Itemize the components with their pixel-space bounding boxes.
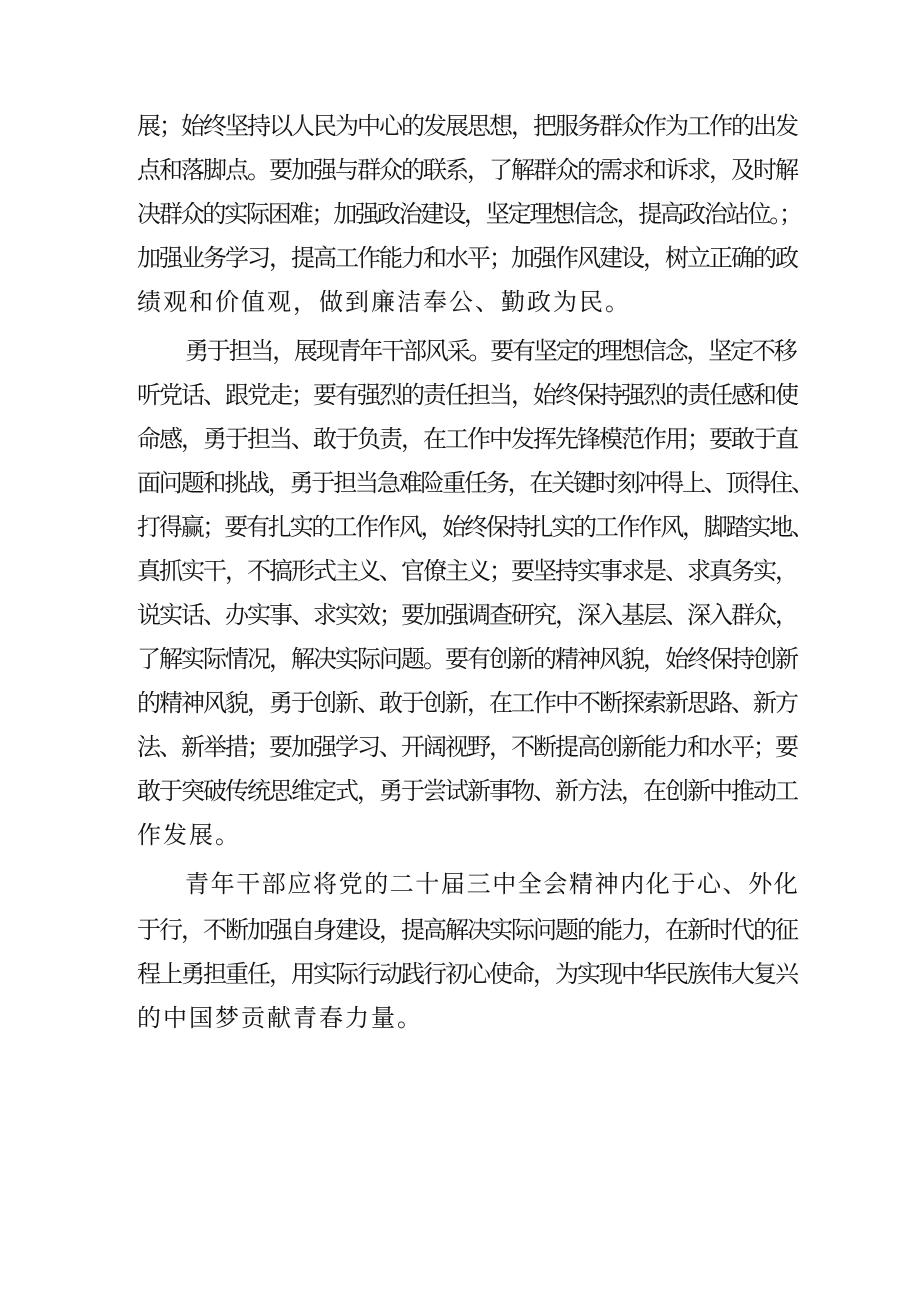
text-line: 的精神风貌，勇于创新、敢于创新，在工作中不断探索新思路、新方: [137, 689, 797, 717]
text-line: 展；始终坚持以人民为中心的发展思想，把服务群众作为工作的出发: [137, 112, 797, 140]
text-line: 决群众的实际困难；加强政治建设，坚定理想信念，提高政治站位。；: [137, 200, 801, 228]
text-line: 绩观和价值观，做到廉洁奉公、勤政为民。: [137, 288, 631, 316]
text-line: 面问题和挑战，勇于担当急难险重任务，在关键时刻冲得上、顶得住、: [137, 469, 813, 497]
text-line: 打得赢；要有扎实的工作作风，始终保持扎实的工作作风，脚踏实地、: [137, 513, 813, 541]
text-line: 听党话、跟党走；要有强烈的责任担当，始终保持强烈的责任感和使: [137, 381, 797, 409]
text-line: 点和落脚点。要加强与群众的联系，了解群众的需求和诉求，及时解: [137, 156, 797, 184]
text-line: 说实话、办实事、求实效；要加强调查研究，深入基层、深入群众，: [137, 601, 797, 629]
text-line: 加强业务学习，提高工作能力和水平；加强作风建设，树立正确的政: [137, 244, 797, 272]
text-line: 敢于突破传统思维定式，勇于尝试新事物、新方法，在创新中推动工: [137, 777, 797, 805]
text-line: 命感，勇于担当、敢于负责，在工作中发挥先锋模范作用；要敢于直: [137, 425, 797, 453]
text-line: 的中国梦贡献青春力量。: [137, 1004, 423, 1032]
text-line: 真抓实干，不搞形式主义、官僚主义；要坚持实事求是、求真务实，: [137, 557, 797, 585]
text-line: 法、新举措；要加强学习、开阔视野，不断提高创新能力和水平；要: [137, 733, 797, 761]
text-line: 了解实际情况，解决实际问题。要有创新的精神风貌，始终保持创新: [137, 645, 797, 673]
text-line: 青年干部应将党的二十届三中全会精神内化于心、外化: [185, 870, 800, 898]
text-line: 作发展。: [137, 821, 241, 849]
text-line: 程上勇担重任，用实际行动践行初心使命，为实现中华民族伟大复兴: [137, 960, 797, 988]
text-line: 勇于担当，展现青年干部风采。要有坚定的理想信念，坚定不移: [185, 337, 796, 365]
text-line: 于行，不断加强自身建设，提高解决实际问题的能力，在新时代的征: [137, 916, 797, 944]
